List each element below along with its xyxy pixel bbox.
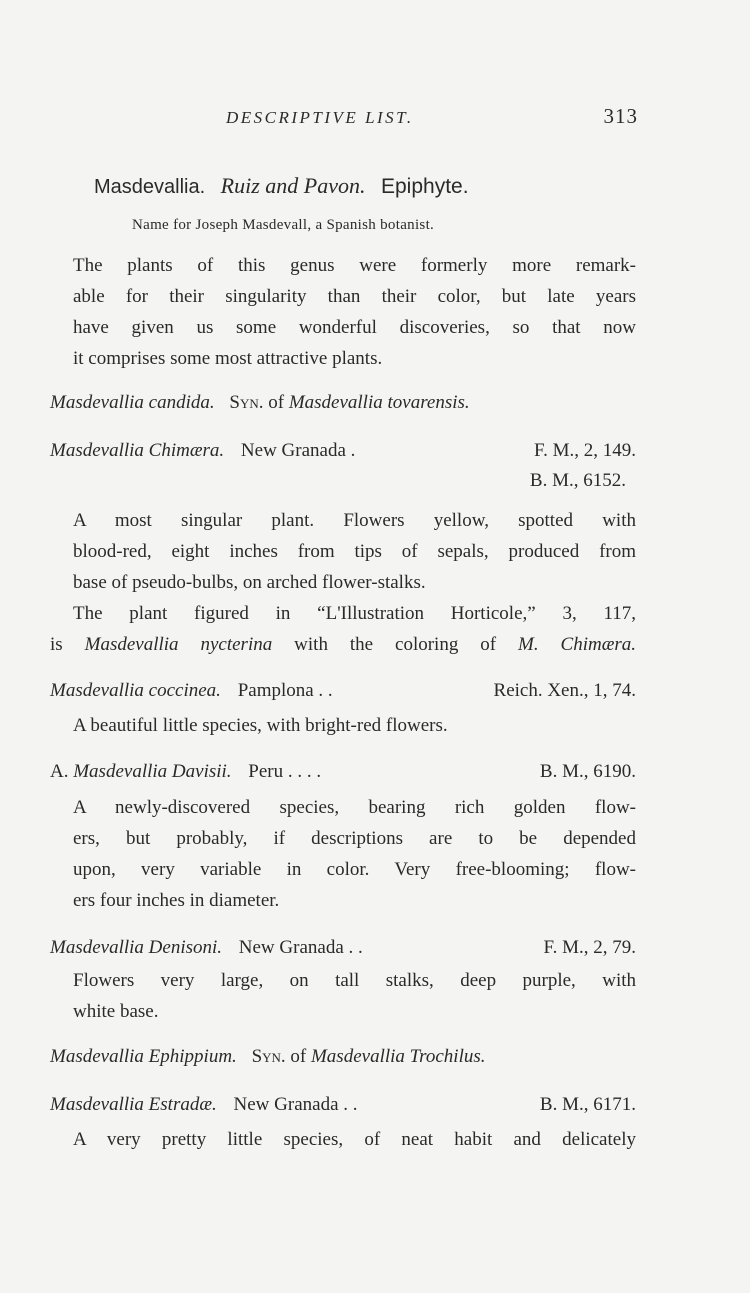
estradae-description <box>50 1124 636 1155</box>
description-line: ers, but probably, if descriptions are to be depended <box>73 828 636 849</box>
intro-line: The plants of this genus were formerly more remark- <box>73 255 636 276</box>
synonym-target: Masdevallia tovarensis. <box>288 392 470 413</box>
intro-line: have given us some wonderful discoveries, so that now <box>73 317 636 338</box>
species-entry-ephippium <box>50 1046 636 1068</box>
description-line: white base. <box>73 1001 159 1022</box>
species-region: New Granada . . <box>238 937 363 958</box>
description-line: A beautiful little species, with bright-red flowers. <box>73 715 448 736</box>
synonym-label: Syn. <box>229 392 264 413</box>
reference: F. M., 2, 149. <box>534 440 636 461</box>
entry-prefix: A. <box>50 761 69 782</box>
description-line: base of pseudo-bulbs, on arched flower-stalks. <box>73 572 426 593</box>
species-name: Masdevallia Ephippium. <box>50 1046 237 1067</box>
genus-habit: Epiphyte. <box>381 175 469 198</box>
synonym-of: of <box>268 392 285 413</box>
reference: F. M., 2, 79. <box>543 937 636 958</box>
synonym-target: Masdevallia Trochilus. <box>310 1046 486 1067</box>
description-line: A newly-discovered species, bearing rich golden flow- <box>73 797 636 818</box>
species-entry-candida <box>50 392 636 414</box>
species-name: Masdevallia Davisii. <box>73 761 232 782</box>
species-entry-davisii <box>50 761 636 783</box>
species-name: Masdevallia Chimæra. <box>50 440 225 461</box>
davisii-description <box>50 792 636 916</box>
description-line: blood-red, eight inches from tips of sepals, produced from <box>73 541 636 562</box>
species-entry-denisoni <box>50 937 636 959</box>
reference: Reich. Xen., 1, 74. <box>493 680 636 701</box>
genus-etymology: Name for Joseph Masdevall, a Spanish botanist. <box>132 217 435 233</box>
species-name: Masdevallia Denisoni. <box>50 937 223 958</box>
species-entry-coccinea <box>50 680 636 702</box>
chimaera-note <box>50 598 636 660</box>
note-line: is Masdevallia nycterina with the coloring of M. Chimæra. <box>50 634 637 655</box>
page-header <box>226 104 638 136</box>
species-region: Peru . . . . <box>248 761 322 782</box>
synonym-of: of <box>290 1046 307 1067</box>
description-line: Flowers very large, on tall stalks, deep purple, with <box>73 970 636 991</box>
species-name: Masdevallia coccinea. <box>50 680 221 701</box>
denisoni-description <box>50 965 636 1027</box>
species-entry-estradae <box>50 1094 636 1116</box>
page-number: 313 <box>603 104 638 128</box>
running-title: DESCRIPTIVE LIST. <box>226 108 414 127</box>
reference: B. M., 6152. <box>529 470 626 491</box>
species-region: New Granada . . <box>233 1094 358 1115</box>
coccinea-description <box>50 710 636 741</box>
reference: B. M., 6171. <box>539 1094 636 1115</box>
species-entry-chimaera <box>50 440 636 500</box>
intro-paragraph <box>50 250 636 374</box>
species-region: New Granada . <box>240 440 356 461</box>
species-name: Masdevallia Estradæ. <box>50 1094 217 1115</box>
species-region: Pamplona . . <box>237 680 333 701</box>
description-line: upon, very variable in color. Very free-blooming; flow- <box>73 859 636 880</box>
description-line: A most singular plant. Flowers yellow, spotted with <box>73 510 636 531</box>
intro-line: able for their singularity than their color, but late years <box>73 286 636 307</box>
chimaera-description <box>50 505 636 598</box>
species-name: Masdevallia candida. <box>50 392 215 413</box>
reference: B. M., 6190. <box>539 761 636 782</box>
synonym-label: Syn. <box>251 1046 286 1067</box>
intro-line: it comprises some most attractive plants. <box>73 348 383 369</box>
note-line: The plant figured in “L'Illustration Horticole,” 3, 117, <box>73 603 636 624</box>
genus-name: Masdevallia. <box>94 176 206 198</box>
description-line: ers four inches in diameter. <box>73 890 280 911</box>
description-line: A very pretty little species, of neat habit and delicately <box>73 1129 636 1150</box>
genus-heading <box>94 173 654 199</box>
genus-authority: Ruiz and Pavon. <box>220 173 366 198</box>
